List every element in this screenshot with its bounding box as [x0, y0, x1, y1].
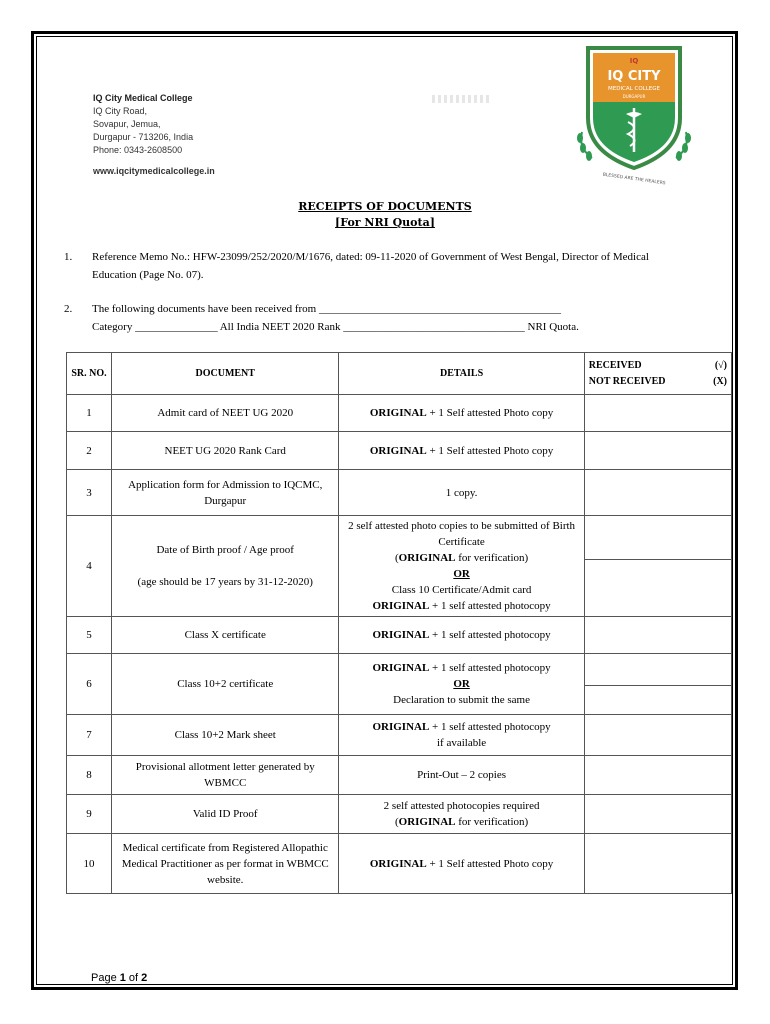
details-cell [339, 617, 584, 654]
details-text: Declaration to submit the same [393, 694, 530, 706]
address-line: IQ City Road, [93, 106, 148, 116]
table-row [67, 470, 732, 516]
document-cell [112, 516, 339, 617]
document-cell: Medical certificate from Registered Allopathic Medical Practitioner as per format in WBMCC website. [112, 834, 339, 894]
table-row [67, 795, 732, 834]
received-checkbox-cell[interactable] [584, 516, 731, 617]
table-row [67, 756, 732, 795]
address-line: Durgapur - 713206, India [93, 132, 194, 142]
received-checkbox-cell[interactable] [584, 432, 731, 470]
or-label: OR [453, 678, 470, 690]
logo-motto: BLESSED ARE THE HEALERS [602, 172, 666, 187]
received-checkbox-cell[interactable] [584, 834, 731, 894]
received-checkbox-cell[interactable] [584, 617, 731, 654]
original-label: ORIGINAL [369, 444, 427, 457]
svg-text:IQ: IQ [629, 57, 639, 65]
details-cell: ORIGINAL + 1 self attested photocopy if available [339, 715, 584, 756]
college-address-block [93, 92, 215, 178]
original-label: ORIGINAL [398, 552, 456, 564]
header-received [584, 353, 731, 395]
received-checkbox-cell[interactable] [584, 795, 731, 834]
table-row [67, 516, 732, 617]
table-row [67, 617, 732, 654]
document-note: (age should be 17 years by 31-12-2020) [137, 576, 313, 588]
logo-title: IQ CITY [607, 69, 661, 84]
table-header-row [67, 353, 732, 395]
document-cell: Provisional allotment letter generated by WBMCC [112, 756, 339, 795]
sr-cell: 6 [67, 654, 112, 715]
college-website: www.iqcitymedicalcollege.in [93, 166, 215, 176]
not-received-label: NOT RECEIVED [588, 375, 666, 387]
document-cell: Application form for Admission to IQCMC, Durgapur [112, 470, 339, 516]
document-cell: Class 10+2 Mark sheet [112, 715, 339, 756]
faint-stamp-mark [432, 95, 492, 103]
document-cell: Class 10+2 certificate [112, 654, 339, 715]
table-row [67, 395, 732, 432]
details-cell [339, 834, 584, 894]
sr-cell: 2 [67, 432, 112, 470]
header-document: DOCUMENT [112, 353, 339, 395]
received-label: RECEIVED [588, 359, 642, 371]
table-row [67, 715, 732, 756]
or-label: OR [453, 568, 470, 580]
original-label: ORIGINAL [372, 600, 430, 612]
received-from-line: The following documents have been received from ____________________________________________ [92, 303, 561, 315]
table-row [67, 834, 732, 894]
category-rank-line: Category _______________ All India NEET 2020 Rank _________________________________ NRI Quota. [92, 321, 579, 333]
documents-table [66, 352, 732, 894]
original-label: ORIGINAL [369, 857, 427, 870]
college-logo-icon [574, 40, 694, 190]
original-label: ORIGINAL [372, 662, 430, 674]
details-cell: 1 copy. [339, 470, 584, 516]
header-details: DETAILS [339, 353, 584, 395]
sr-cell: 4 [67, 516, 112, 617]
details-cell: 2 self attested photo copies to be submitted of Birth Certificate (ORIGINAL for verification) OR Class 10 Certificate/Admit card ORIGINAL + 1 self attested photocopy [339, 516, 584, 617]
table-row [67, 432, 732, 470]
college-name: IQ City Medical College [93, 93, 193, 103]
address-line: Sovapur, Jemua, [93, 119, 161, 129]
details-text: if available [436, 737, 487, 749]
details-cell: 2 self attested photocopies required (ORIGINAL for verification) [339, 795, 584, 834]
document-title: RECEIPTS OF DOCUMENTS [298, 200, 472, 213]
details-text: Class 10 Certificate/Admit card [391, 584, 532, 596]
reference-memo-text: Reference Memo No.: HFW-23099/252/2020/M/1676, dated: 09-11-2020 of Government of West Bengal, Director of Medical Education (Page No. 07). [92, 251, 649, 281]
page-number: Page 1 of 2 [91, 972, 148, 984]
received-checkbox-cell[interactable] [584, 756, 731, 795]
received-checkbox-cell[interactable] [584, 715, 731, 756]
details-text: + 1 Self attested Photo copy [426, 444, 554, 457]
details-cell: ORIGINAL + 1 self attested photocopy OR Declaration to submit the same [339, 654, 584, 715]
details-cell [339, 432, 584, 470]
original-label: ORIGINAL [372, 721, 430, 733]
sr-cell: 5 [67, 617, 112, 654]
tick-symbol: (√) [714, 359, 727, 371]
item-number: 2. [64, 303, 73, 315]
details-text: + 1 Self attested Photo copy [426, 407, 554, 419]
logo-place: DURGAPUR [622, 94, 646, 99]
received-from-item [64, 300, 694, 340]
details-text: 2 self attested photocopies required [383, 800, 540, 812]
original-label: ORIGINAL [369, 407, 427, 419]
cross-symbol: (X) [713, 375, 727, 387]
details-text: + 1 self attested photocopy [429, 629, 551, 641]
logo-subtitle: MEDICAL COLLEGE [607, 86, 661, 92]
document-cell: NEET UG 2020 Rank Card [112, 432, 339, 470]
document-cell: Admit card of NEET UG 2020 [112, 395, 339, 432]
document-subtitle: [For NRI Quota] [335, 216, 435, 229]
sr-cell: 9 [67, 795, 112, 834]
sr-cell: 1 [67, 395, 112, 432]
received-checkbox-cell[interactable] [584, 654, 731, 715]
sr-cell: 10 [67, 834, 112, 894]
original-label: ORIGINAL [398, 816, 456, 828]
details-cell: Print-Out – 2 copies [339, 756, 584, 795]
sr-cell: 8 [67, 756, 112, 795]
sr-cell: 7 [67, 715, 112, 756]
address-line: Phone: 0343-2608500 [93, 145, 183, 155]
details-text: + 1 Self attested Photo copy [426, 857, 554, 870]
header-sr-no: SR. NO. [67, 353, 112, 395]
item-number: 1. [64, 251, 73, 263]
original-label: ORIGINAL [372, 629, 430, 641]
document-cell: Valid ID Proof [112, 795, 339, 834]
received-checkbox-cell[interactable] [584, 395, 731, 432]
sr-cell: 3 [67, 470, 112, 516]
received-checkbox-cell[interactable] [584, 470, 731, 516]
details-cell [339, 395, 584, 432]
table-row [67, 654, 732, 715]
document-cell: Class X certificate [112, 617, 339, 654]
document-text: Date of Birth proof / Age proof [156, 544, 294, 556]
reference-memo-item [64, 248, 694, 288]
details-text: 2 self attested photo copies to be submitted of Birth Certificate [348, 520, 576, 548]
